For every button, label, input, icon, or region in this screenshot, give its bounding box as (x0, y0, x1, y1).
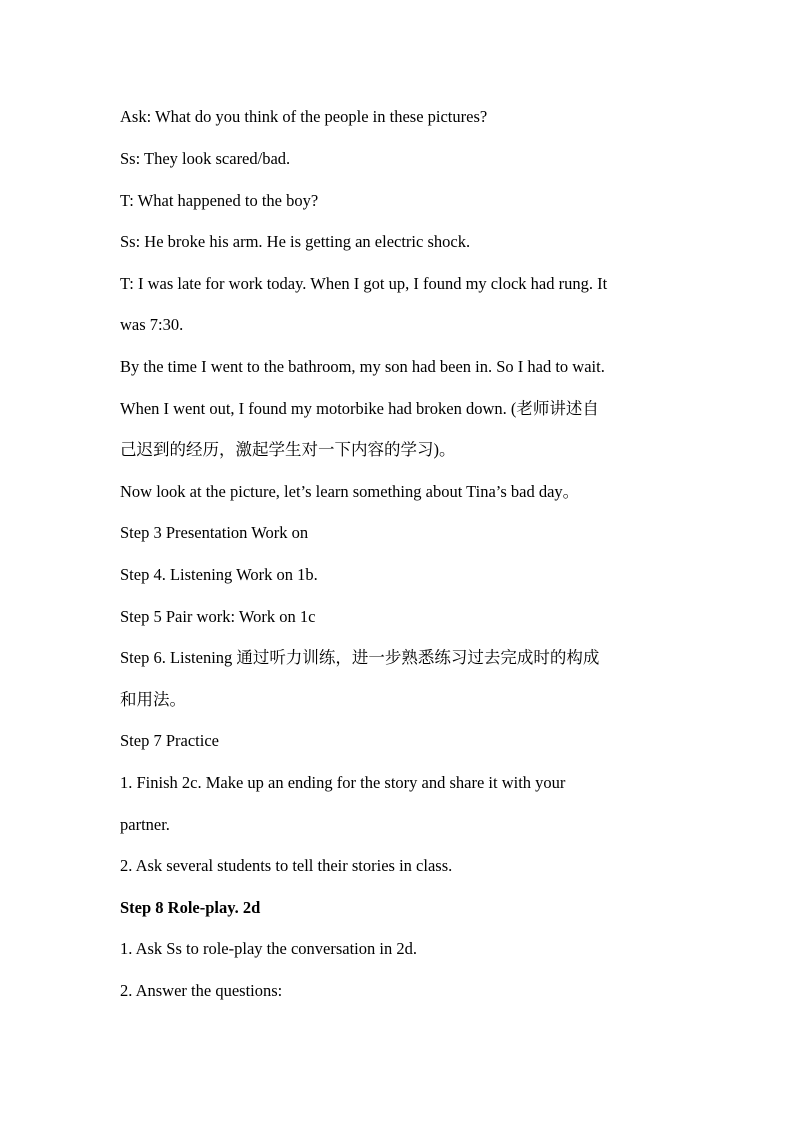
step-heading: Step 3 Presentation Work on (120, 523, 309, 542)
text-line: When I went out, I found my motorbike had broken down. (老师讲述自 (120, 399, 599, 418)
text-line: Ss: They look scared/bad. (120, 149, 291, 168)
text-line: Now look at the picture, let’s learn something about Tina’s bad day。 (120, 482, 580, 501)
text-line: was 7:30. (120, 315, 184, 334)
step-heading: Step 6. Listening 通过听力训练，进一步熟悉练习过去完成时的构成 (120, 648, 600, 667)
step-heading-bold: Step 8 Role-play. 2d (120, 898, 261, 917)
text-line: T: I was late for work today. When I got up, I found my clock had rung. It (120, 274, 608, 293)
list-item: 2. Ask several students to tell their stories in class. (120, 856, 453, 875)
text-line: Ss: He broke his arm. He is getting an electric shock. (120, 232, 471, 251)
list-item: 2. Answer the questions: (120, 981, 283, 1000)
text-line: Ask: What do you think of the people in these pictures? (120, 107, 488, 126)
text-line: By the time I went to the bathroom, my son had been in. So I had to wait. (120, 357, 605, 376)
text-line: T: What happened to the boy? (120, 191, 319, 210)
step-heading: Step 4. Listening Work on 1b. (120, 565, 318, 584)
text-line: partner. (120, 815, 170, 834)
text-line: 和用法。 (120, 690, 186, 709)
list-item: 1. Finish 2c. Make up an ending for the story and share it with your (120, 773, 566, 792)
text-line: 己迟到的经历，激起学生对一下内容的学习)。 (120, 440, 456, 459)
step-heading: Step 5 Pair work: Work on 1c (120, 607, 316, 626)
step-heading: Step 7 Practice (120, 731, 219, 750)
list-item: 1. Ask Ss to role-play the conversation in 2d. (120, 939, 417, 958)
